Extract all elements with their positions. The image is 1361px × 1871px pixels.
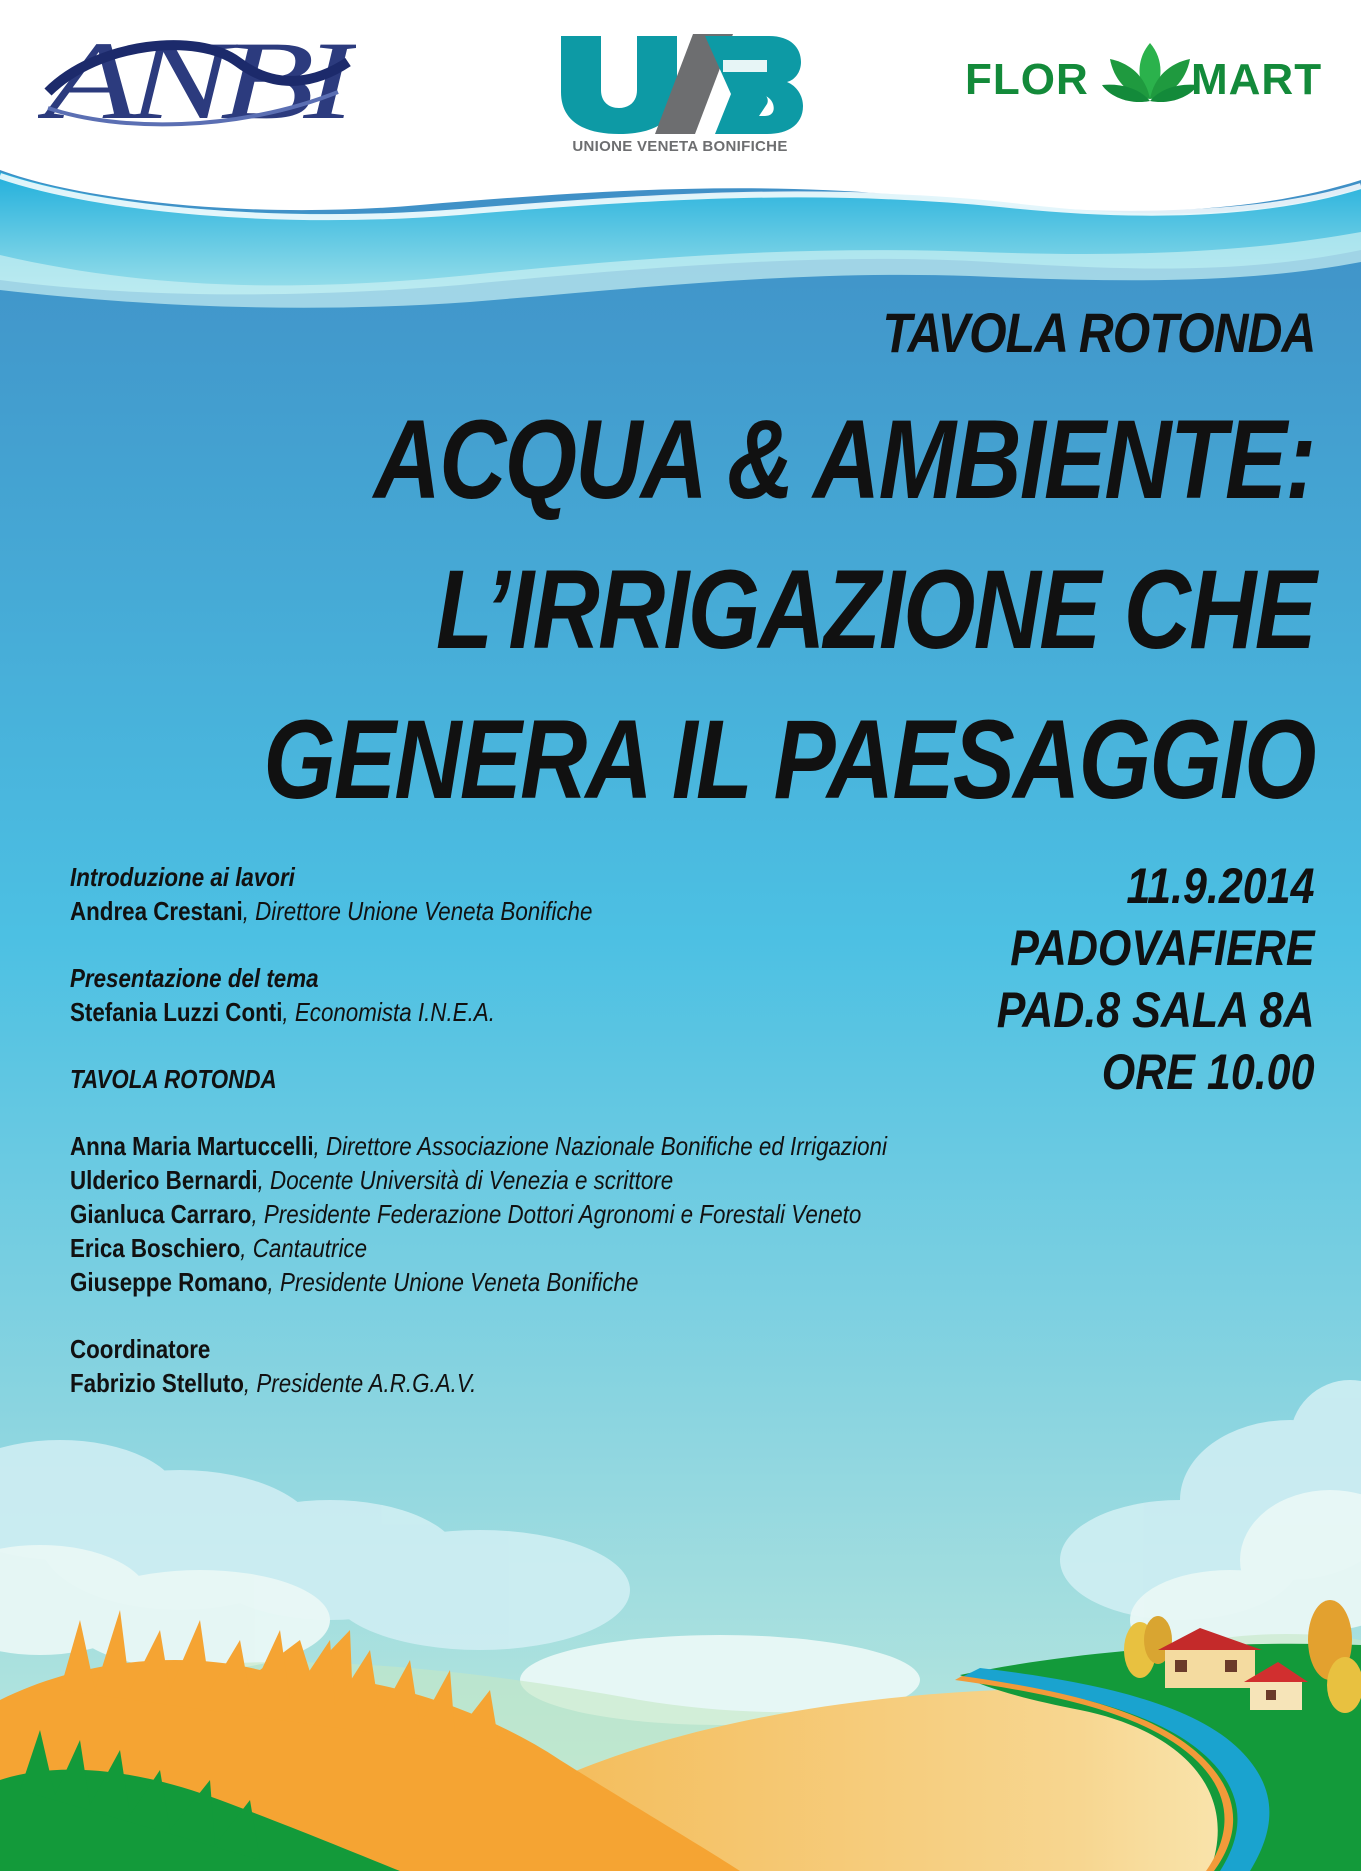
floromart-text-left: FLOR (965, 55, 1089, 104)
speaker-line (70, 894, 844, 928)
uvb-logo-graphic (555, 30, 805, 135)
anbi-logo (38, 22, 356, 142)
panelist-role: , Presidente Federazione Dottori Agronomi e Forestali Veneto (251, 1199, 862, 1229)
speaker-role: , Presidente A.R.G.A.V. (243, 1368, 477, 1398)
event-time: ORE 10.00 (1102, 1044, 1315, 1100)
speaker-name: Stefania Luzzi Conti (70, 997, 283, 1027)
lotus-icon (1100, 37, 1200, 107)
event-room: PAD.8 SALA 8A (997, 982, 1315, 1038)
panelist-name: Erica Boschiero (70, 1233, 241, 1263)
speaker-role: , Economista I.N.E.A. (282, 997, 495, 1027)
panelist-role: , Docente Università di Venezia e scrittore (257, 1165, 674, 1195)
speaker-line (70, 995, 844, 1029)
floromart-logo (965, 35, 1325, 105)
title-line: L’IRRIGAZIONE CHE (435, 547, 1315, 672)
panelist-line (70, 1129, 887, 1163)
panelist-name: Ulderico Bernardi (70, 1165, 258, 1195)
section-title: Coordinatore (70, 1334, 211, 1364)
uvb-caption: UNIONE VENETA BONIFICHE (572, 138, 788, 155)
panelist-role: , Presidente Unione Veneta Bonifiche (267, 1267, 639, 1297)
event-venue: PADOVAFIERE (1010, 920, 1315, 976)
section-title: Presentazione del tema (70, 963, 319, 993)
header-label: TAVOLA ROTONDA (882, 301, 1315, 364)
panelist-role: , Direttore Associazione Nazionale Bonifiche ed Irrigazioni (313, 1131, 887, 1161)
floromart-text-right: MART (1191, 55, 1323, 104)
event-date: 11.9.2014 (1126, 858, 1315, 914)
panelist-line (70, 1265, 844, 1299)
title-line: GENERA IL PAESAGGIO (263, 697, 1315, 822)
speaker-name: Fabrizio Stelluto (70, 1368, 244, 1398)
speaker-name: Andrea Crestani (70, 896, 243, 926)
svg-text:ANBI: ANBI (38, 22, 356, 142)
panelist-role: , Cantautrice (240, 1233, 368, 1263)
speaker-role: , Direttore Unione Veneta Bonifiche (242, 896, 593, 926)
panelist-line (70, 1197, 862, 1231)
uvb-logo (555, 30, 805, 160)
program (70, 860, 970, 1400)
anbi-logo-graphic (38, 22, 356, 142)
panelist-line (70, 1231, 844, 1265)
panelist-name: Anna Maria Martuccelli (70, 1131, 314, 1161)
section-title: TAVOLA ROTONDA (70, 1064, 277, 1094)
panelist-name: Giuseppe Romano (70, 1267, 268, 1297)
panelist-name: Gianluca Carraro (70, 1199, 252, 1229)
event-info (945, 855, 1315, 1103)
title-line: ACQUA & AMBIENTE: (374, 397, 1315, 522)
section-title: Introduzione ai lavori (70, 862, 295, 892)
panelist-line (70, 1163, 844, 1197)
speaker-line (70, 1366, 844, 1400)
